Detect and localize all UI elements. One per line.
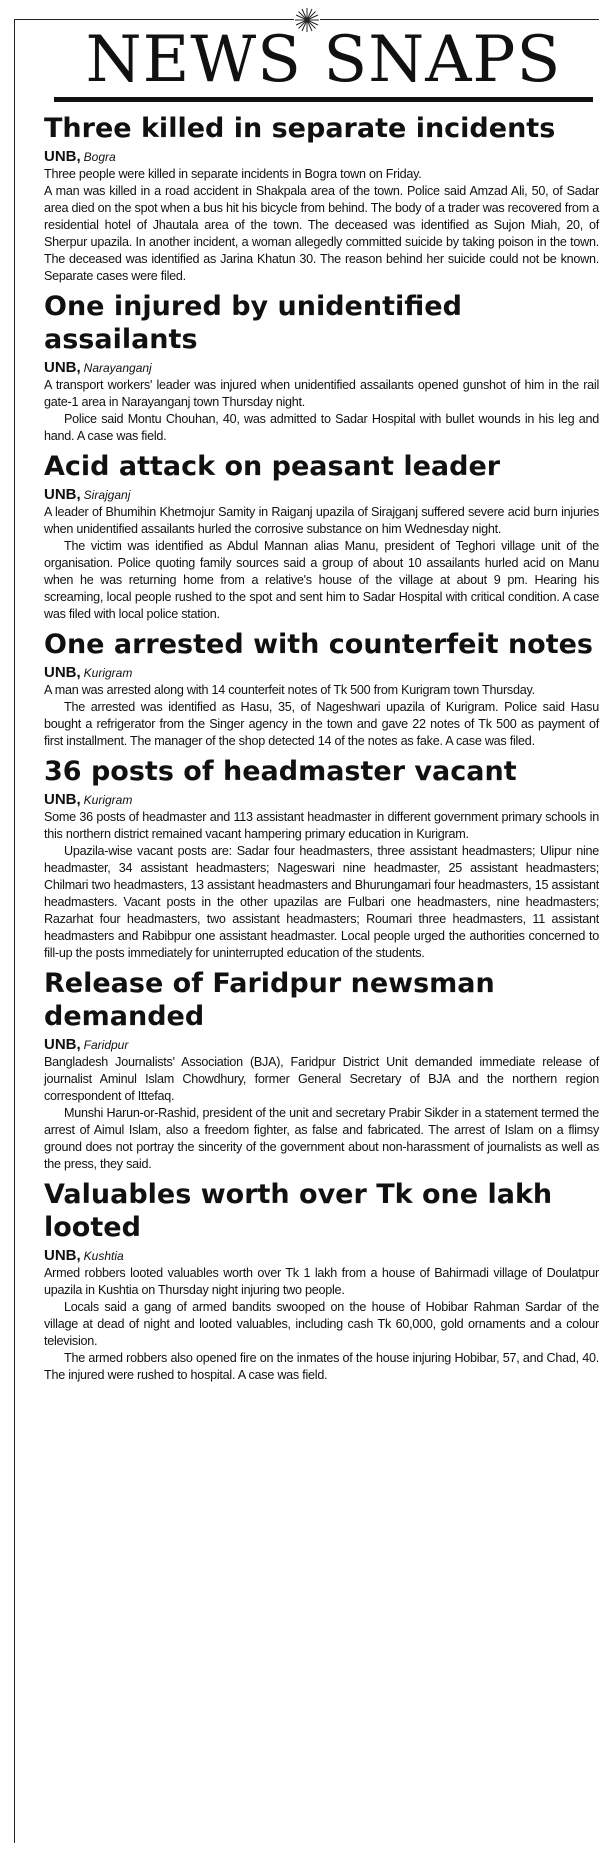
masthead-title: NEWS SNAPS	[54, 23, 593, 102]
article-paragraph: The arrested was identified as Hasu, 35, of Nageshwari upazila of Kurigram. Police said Hasu bought a refrigerator from the Singer agency in the town and gave 22 notes of Tk 500 as payment of first installment. The manager of the shop detected 14 of the notes as fake. A case was filed.	[44, 700, 599, 748]
article-headline: One arrested with counterfeit notes	[44, 629, 594, 660]
article-counterfeit-notes	[44, 628, 599, 750]
article-paragraph: The victim was identified as Abdul Mannan alias Manu, president of Teghori village unit of the organisation. Police quoting family sources said a group of about 10 assailants hurled acid on Manu when he was returning home from a relative's house of the village at about 9 pm. Hearing his screaming, local people rushed to the spot and sent him to Sadar Hospital with critical condition. A case was filed with local police station.	[44, 539, 599, 621]
article-paragraph: A man was killed in a road accident in Shakpala area of the town. Police said Amzad Ali, 50, of Sadar area died on the spot when a bus hit his bicycle from behind. The body of a trader was recovered from a residential hotel of Jhautala area of the town. The deceased was identified as Sujon Miah, 20, of Sherpur upazila. In another incident, a woman allegedly committed suicide by taking poison in the town. The deceased was identified as Jarina Khatun 30. The reason behind her suicide could not be known. Separate cases were filed.	[44, 184, 599, 283]
agency-label: UNB,	[44, 148, 81, 165]
article-headline: Acid attack on peasant leader	[44, 451, 501, 482]
article-one-injured	[44, 290, 599, 445]
agency-label: UNB,	[44, 791, 81, 808]
dateline-place: Bogra	[83, 150, 116, 164]
article-headline: 36 posts of headmaster vacant	[44, 756, 517, 787]
article-faridpur-newsman	[44, 967, 599, 1173]
agency-label: UNB,	[44, 359, 81, 376]
article-dateline	[44, 147, 599, 166]
dateline-place: Faridpur	[83, 1038, 129, 1052]
agency-label: UNB,	[44, 664, 81, 681]
articles-list	[44, 107, 599, 1384]
dateline-place: Kurigram	[83, 666, 133, 680]
agency-label: UNB,	[44, 486, 81, 503]
page-frame	[14, 5, 599, 1843]
article-paragraph: The armed robbers also opened fire on the inmates of the house injuring Hobibar, 57, and Chad, 40. The injured were rushed to hospital. A case was field.	[44, 1351, 599, 1382]
article-paragraph: A leader of Bhumihin Khetmojur Samity in Raiganj upazila of Sirajganj suffered severe acid burn injuries when unidentified assailants hurled the corrosive substance on him Wednesday night.	[44, 505, 599, 536]
dateline-place: Sirajganj	[83, 488, 131, 502]
article-paragraph: A man was arrested along with 14 counterfeit notes of Tk 500 from Kurigram town Thursday.	[44, 683, 535, 697]
agency-label: UNB,	[44, 1247, 81, 1264]
article-paragraph: Three people were killed in separate incidents in Bogra town on Friday.	[44, 167, 422, 181]
agency-label: UNB,	[44, 1036, 81, 1053]
dateline-place: Kushtia	[83, 1249, 124, 1263]
dateline-place: Narayanganj	[83, 361, 152, 375]
article-dateline	[44, 1246, 599, 1265]
article-headline: Valuables worth over Tk one lakh looted	[44, 1179, 553, 1243]
article-paragraph: Bangladesh Journalists' Association (BJA), Faridpur District Unit demanded immediate release of journalist Aminul Islam Chowdhury, former General Secretary of BJA and the northern region correspondent of Ittefaq.	[44, 1055, 599, 1103]
article-headline: Release of Faridpur newsman demanded	[44, 968, 495, 1032]
article-paragraph: Police said Montu Chouhan, 40, was admitted to Sadar Hospital with bullet wounds in his leg and hand. A case was field.	[44, 412, 599, 443]
article-headmaster-vacant	[44, 755, 599, 962]
frame-left-rule	[14, 19, 15, 1843]
article-paragraph: Upazila-wise vacant posts are: Sadar four headmasters, three assistant headmasters; Ulipur nine headmaster, 34 assistant headmasters; Nageswari nine headmaster, 25 assistant headmasters; Chilmari two headmasters, 13 assistant headmasters and Bhurungamari four headmasters, 15 assistant headmasters. Vacant posts in the other upazilas are Fulbari one headmasters, nine headmasters; Razarhat four headmasters, two assistant headmasters; Roumari three headmasters, 11 assistant headmasters and Rabibpur one assistant headmaster. Local people urged the authorities concerned to fill-up the posts immediately for uninterrupted education of the students.	[44, 844, 599, 960]
article-dateline	[44, 663, 599, 682]
article-three-killed	[44, 112, 599, 285]
article-valuables-looted	[44, 1178, 599, 1384]
dateline-place: Kurigram	[83, 793, 133, 807]
article-paragraph: Munshi Harun-or-Rashid, president of the unit and secretary Prabir Sikder in a statement termed the arrest of Aimul Islam, also a freedom fighter, as false and fabricated. The arrest of Islam on a flimsy ground does not portray the sincerity of the government about non-harassment of journalists as well as the press, they said.	[44, 1106, 599, 1171]
article-paragraph: A transport workers' leader was injured when unidentified assailants opened gunshot of him in the rail gate-1 area in Narayanganj town Thursday night.	[44, 378, 599, 409]
article-dateline	[44, 358, 599, 377]
article-headline: One injured by unidentified assailants	[44, 291, 462, 355]
article-dateline	[44, 485, 599, 504]
article-dateline	[44, 1035, 599, 1054]
article-paragraph: Locals said a gang of armed bandits swooped on the house of Hobibar Rahman Sardar of the village at dead of night and looted valuables, including cash Tk 60,000, gold ornaments and a colour television.	[44, 1300, 599, 1348]
article-paragraph: Some 36 posts of headmaster and 113 assistant headmaster in different government primary schools in this northern district remained vacant hampering primary education in Kurigram.	[44, 810, 599, 841]
article-acid-attack	[44, 450, 599, 623]
article-dateline	[44, 790, 599, 809]
article-headline: Three killed in separate incidents	[44, 113, 556, 144]
article-paragraph: Armed robbers looted valuables worth over Tk 1 lakh from a house of Bahirmadi village of Doulatpur upazila in Kushtia on Thursday night injuring two people.	[44, 1266, 599, 1297]
